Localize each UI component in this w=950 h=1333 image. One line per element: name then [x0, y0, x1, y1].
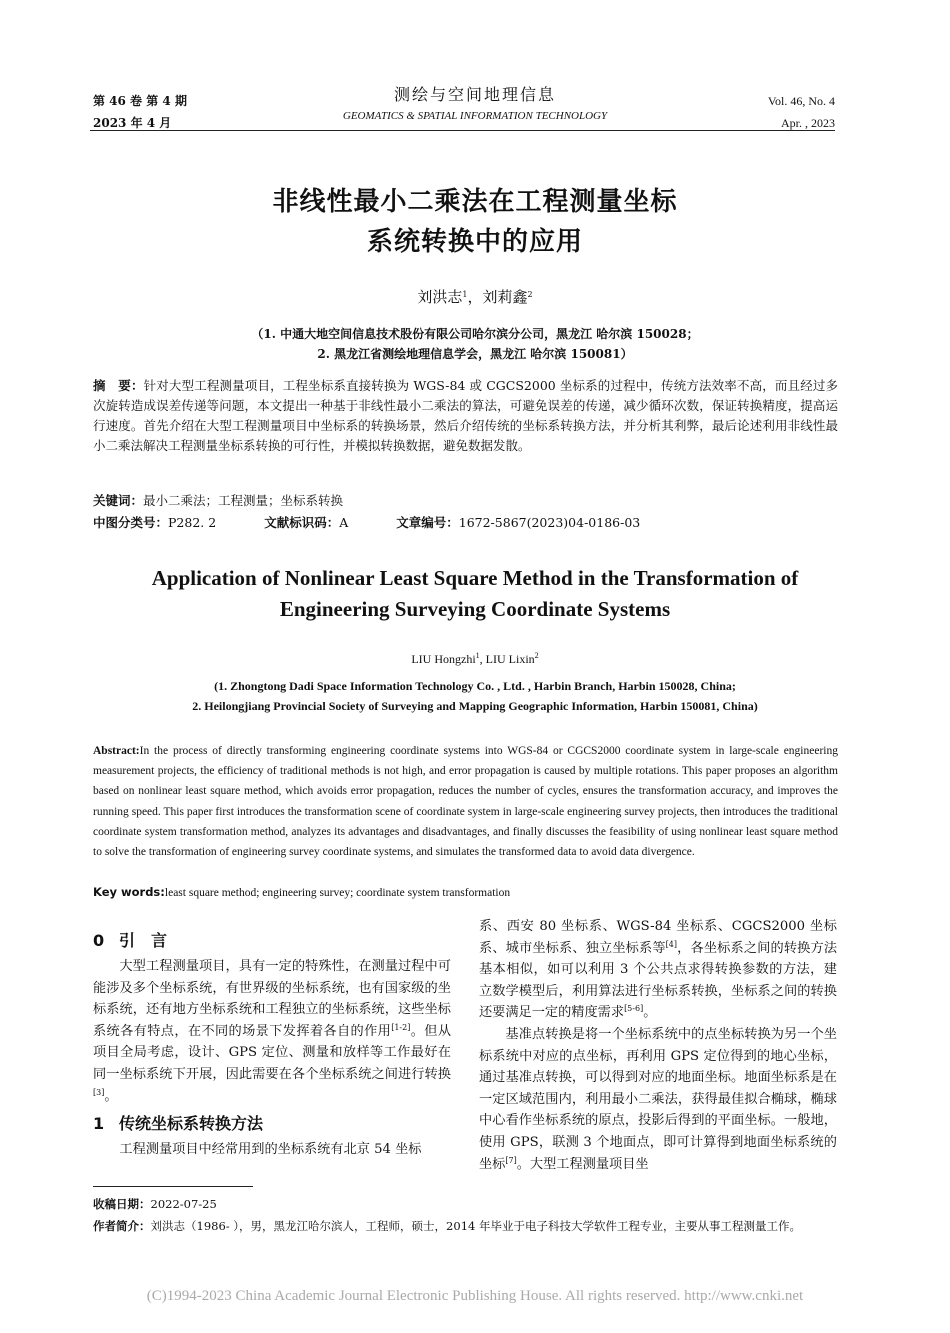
- journal-name-cn: 测绘与空间地理信息: [393, 85, 556, 104]
- received-date: [93, 1193, 843, 1215]
- received-value: 2022-07-25: [150, 1197, 217, 1211]
- author-1-en: LIU Hongzhi: [411, 652, 476, 666]
- citation-7: [7]: [505, 1155, 517, 1165]
- author-1-sup: 1: [462, 290, 468, 299]
- citation-3: [3]: [93, 1087, 105, 1097]
- bio-label: 作者简介：: [93, 1219, 151, 1233]
- date-cn: 2023 年 4 月: [93, 116, 172, 130]
- datum-paragraph: [479, 1024, 837, 1175]
- footnote-divider: [93, 1186, 253, 1187]
- received-label: 收稿日期：: [93, 1197, 151, 1211]
- title-en-line1: Application of Nonlinear Least Square Method in the Transformation of: [151, 566, 799, 590]
- volume-issue-cn: 第 46 卷 第 4 期: [93, 94, 187, 108]
- keywords-cn: [93, 491, 838, 511]
- journal-name-en: GEOMATICS & SPATIAL INFORMATION TECHNOLOGY: [342, 110, 608, 122]
- intro-text-3: 。: [104, 1088, 118, 1104]
- title-en-line2: Engineering Surveying Coordinate Systems: [279, 597, 671, 621]
- classification-row: [93, 513, 838, 533]
- section-1-heading: [93, 1109, 451, 1139]
- affiliation-en-2: 2. Heilongjiang Provincial Society of Surveying and Mapping Geographic Information, Harbin 150081, China): [192, 699, 758, 713]
- coord-text-1: 系、西安 80 坐标系、WGS-84 坐标系、CGCS2000 坐标系、城市坐标系、独立坐标系等: [479, 919, 837, 956]
- coord-text-3: 。: [643, 1005, 657, 1021]
- citation-1-2: [1-2]: [391, 1022, 411, 1032]
- affiliations-en: [0, 676, 950, 716]
- abstract-en-label: Abstract:: [93, 745, 140, 757]
- keywords-cn-label: 关键词：: [93, 493, 144, 508]
- abstract-cn-label: 摘 要：: [93, 378, 144, 393]
- author-2-en: LIU Lixin: [485, 652, 535, 666]
- author-1-cn: 刘洪志: [417, 288, 463, 306]
- clc-label: 中图分类号：: [93, 515, 169, 530]
- section-1-paragraph-start: 工程测量项目中经常用到的坐标系统有北京 54 坐标: [119, 1142, 422, 1158]
- body-column-left: [93, 926, 451, 1161]
- footnote: [93, 1193, 843, 1237]
- paper-title-cn: [0, 182, 950, 262]
- intro-paragraph: [93, 956, 451, 1107]
- datum-text-2: 。大型工程测量项目坐: [516, 1156, 649, 1172]
- abstract-cn: [93, 376, 838, 456]
- intro-text-2: 。但从项目全局考虑，设计、GPS 定位、测量和放样等工作最好在同一坐标系统下开展，因此需要在各个坐标系统之间进行转换: [93, 1023, 452, 1082]
- section-0-number: 0: [93, 931, 105, 950]
- header-divider: [90, 130, 835, 131]
- article-number-label: 文章编号：: [396, 515, 459, 530]
- section-1-title: 传统坐标系转换方法: [119, 1114, 264, 1134]
- clc-value: P282. 2: [168, 515, 217, 530]
- citation-4: [4]: [665, 939, 678, 949]
- authors-cn: [0, 286, 950, 307]
- affiliation-cn-2: 2. 黑龙江省测绘地理信息学会，黑龙江 哈尔滨 150081）: [317, 347, 633, 361]
- title-cn-line2: 系统转换中的应用: [366, 227, 583, 257]
- author-separator: ，: [467, 288, 483, 306]
- doc-code-value: A: [339, 515, 349, 530]
- abstract-en: [93, 741, 838, 862]
- authors-en: [0, 652, 950, 667]
- citation-5-6: [5-6]: [624, 1004, 644, 1014]
- section-1-number: 1: [93, 1114, 105, 1134]
- keywords-cn-text: 最小二乘法；工程测量；坐标系转换: [143, 493, 344, 508]
- section-1-paragraph-cont: [479, 916, 837, 1024]
- abstract-cn-text: 针对大型工程测量项目，工程坐标系直接转换为 WGS-84 或 CGCS2000 坐标系的过程中，传统方法效率不高，而且经过多次旋转造成误差传递等问题，本文提出一种基于非线性最小二乘法的算法，可避免误差的传递，减少循环次数，保证转换精度，提高运行速度。首先介绍在大型工程测量项目中坐标系的转换场景，然后介绍传统的坐标系转换方法，并分析其利弊，最后论述利用非线性最小二乘法解决工程测量坐标系转换的可行性，并模拟转换数据，避免数据发散。: [93, 378, 838, 453]
- author-bio: [93, 1215, 843, 1237]
- author-2-cn: 刘莉鑫: [482, 288, 528, 306]
- title-cn-line1: 非线性最小二乘法在工程测量坐标: [272, 187, 678, 217]
- author-2-en-sup: 2: [534, 651, 539, 660]
- copyright-watermark: (C)1994-2023 China Academic Journal Electronic Publishing House. All rights reserved. http://www.cnki.net: [146, 1288, 804, 1304]
- keywords-en-text: least square method; engineering survey; coordinate system transformation: [164, 887, 511, 899]
- keywords-en: [93, 882, 838, 903]
- article-number-value: 1672-5867(2023)04-0186-03: [458, 515, 641, 530]
- body-column-right: [479, 916, 837, 1175]
- section-0-title: 引 言: [119, 931, 168, 950]
- author-1-en-sup: 1: [475, 651, 480, 660]
- affiliation-en-1: (1. Zhongtong Dadi Space Information Technology Co. , Ltd. , Harbin Branch, Harbin 150028, China;: [214, 679, 736, 693]
- doc-code-label: 文献标识码：: [264, 515, 340, 530]
- affiliations-cn: [0, 324, 950, 364]
- bio-text: 刘洪志（1986- ），男，黑龙江哈尔滨人，工程师，硕士，2014 年毕业于电子科技大学软件工程专业，主要从事工程测量工作。: [150, 1219, 801, 1233]
- affiliation-cn-1: （1. 中通大地空间信息技术股份有限公司哈尔滨分公司，黑龙江 哈尔滨 150028；: [251, 327, 699, 341]
- abstract-en-text: In the process of directly transforming engineering coordinate systems into WGS-84 or CGCS2000 coordinate system in large-scale engineering measurement projects, the efficiency of traditional methods is not high, and error propagation is caused by multiple rotations. This paper proposes an algorithm based on nonlinear least square method, which avoids error propagation, reduces the number of cycles, ensures the transformation accuracy, and improves the running speed. This paper first introduces the transformation scene of coordinate system in large-scale engineering survey projects, then introduces the traditional coordinate system transformation method, analyzes its advantages and disadvantages, and finally discusses the feasibility of using nonlinear least square method to solve the transformation of engineering survey coordinate systems, and simulates the transformed data to avoid data divergence.: [93, 745, 838, 859]
- section-0-heading: [93, 926, 451, 956]
- author-en-separator: ,: [479, 652, 486, 666]
- volume-issue-en: Vol. 46, No. 4: [767, 94, 835, 108]
- keywords-en-label: Key words:: [93, 885, 165, 899]
- coord-text-2: ，各坐标系之间的转换方法基本相似，如可以利用 3 个公共点求得转换参数的方法，建立数学模型后，利用算法进行坐标系转换，坐标系之间的转换还要满足一定的精度需求: [479, 940, 838, 1021]
- intro-text-1: 大型工程测量项目，具有一定的特殊性，在测量过程中可能涉及多个坐标系统，有世界级的坐标系统，也有国家级的坐标系统，还有地方坐标系统和工程独立的坐标系统，这些坐标系统各有特点，在不同的场景下发挥着各自的作用: [93, 959, 451, 1039]
- paper-title-en: [0, 563, 950, 625]
- author-2-sup: 2: [527, 290, 533, 299]
- date-en: Apr. , 2023: [781, 116, 835, 130]
- journal-issue-en: [768, 90, 835, 134]
- datum-text-1: 基准点转换是将一个坐标系统中的点坐标转换为另一个坐标系统中对应的点坐标，再利用 GPS 定位得到的地心坐标，通过基准点转换，可以得到对应的地面坐标。地面坐标系是在一定区域范围内，利用最小二乘法，获得最佳拟合椭球，椭球中心看作坐标系统的原点，投影后得到的平面坐标。一般地，使用 GPS，联测 3 个地面点，即可计算得到地面坐标系统的坐标: [479, 1026, 837, 1172]
